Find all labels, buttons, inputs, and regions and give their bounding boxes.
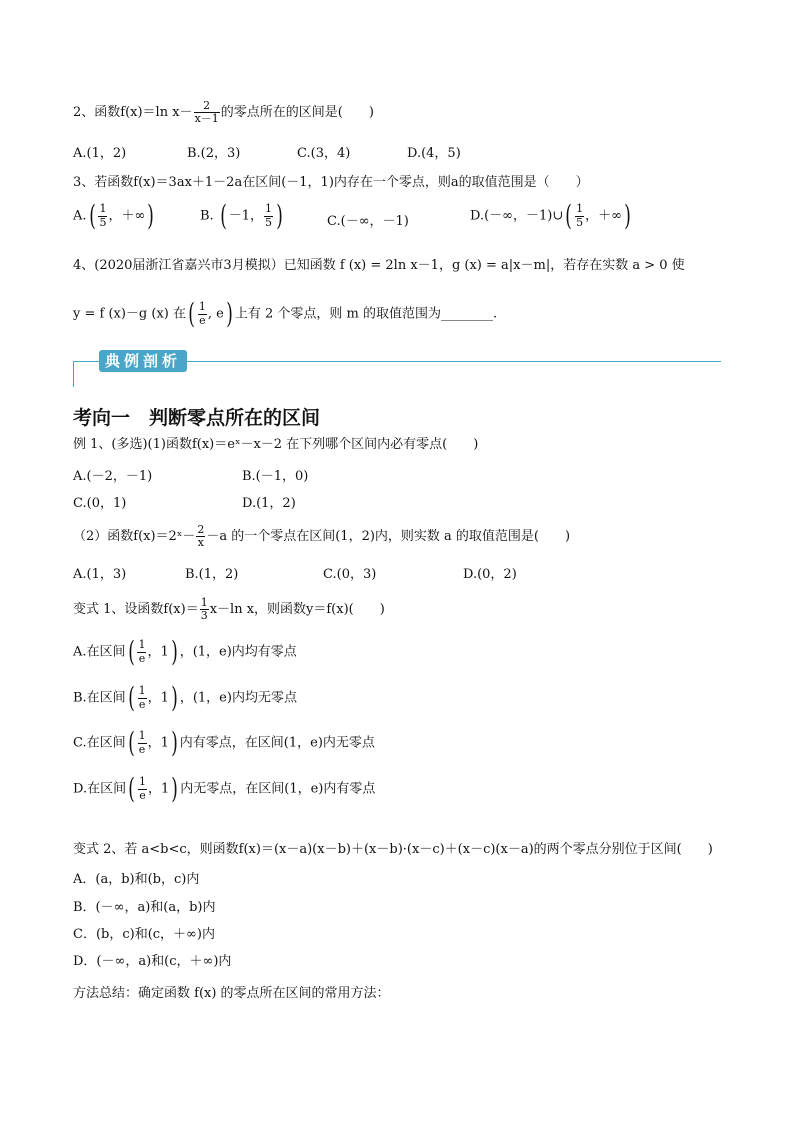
q2-option-b: B.(2，3) bbox=[187, 146, 241, 161]
var1-option-b: B.在区间( $\frac{1}{e}$ ，1) ，(1，e)内均无零点 bbox=[73, 681, 297, 714]
q4-line2: y = f (x)－g (x) 在( $\frac{1}{e}$ , e) 上有 2 个零点，则 m 的取值范围为________. bbox=[73, 297, 498, 330]
var2-stem: 变式 2、若 a<b<c，则函数f(x)＝(x－a)(x－b)＋(x－b)·(x－c)＋(x－c)(x－a)的两个零点分别位于区间( ) bbox=[73, 842, 713, 857]
ex1-2-option-b: B.(1，2) bbox=[185, 567, 239, 582]
ex1-2-option-c: C.(0，3) bbox=[323, 567, 377, 582]
q2-stem: 2、函数f(x)＝ln x－ $\frac{2}{x-1}$ 的零点所在的区间是( ) bbox=[73, 99, 374, 126]
q2-option-c: C.(3，4) bbox=[297, 146, 351, 161]
q3-option-a: A.( $\frac{1}{5}$ ，＋∞) bbox=[73, 199, 155, 232]
var2-option-a: A．(a，b)和(b，c)内 bbox=[73, 872, 200, 887]
q3-option-c: C.(－∞，－1) bbox=[327, 214, 409, 229]
ex1-2-option-d: D.(0，2) bbox=[463, 567, 517, 582]
ex1-option-c: C.(0，1) bbox=[73, 496, 127, 511]
method-summary: 方法总结：确定函数 f(x) 的零点所在区间的常用方法： bbox=[73, 986, 390, 1001]
section-title: 考向一 判断零点所在的区间 bbox=[73, 407, 321, 429]
q2-fraction: $\frac{2}{x-1}$ bbox=[194, 99, 219, 126]
ex1-option-d: D.(1，2) bbox=[242, 496, 296, 511]
var1-stem: 变式 1、设函数f(x)＝ $\frac{1}{3}$ x－ln x，则函数y＝f(x)( ) bbox=[73, 596, 385, 623]
var2-option-b: B．(－∞，a)和(a，b)内 bbox=[73, 900, 216, 915]
q2-option-d: D.(4，5) bbox=[407, 146, 461, 161]
ex1-2-option-a: A.(1，3) bbox=[73, 567, 127, 582]
ex1-option-a: A.(－2，－1) bbox=[73, 469, 153, 484]
banner-label: 典例剖析 bbox=[99, 350, 187, 372]
var2-option-d: D．(－∞，a)和(c，＋∞)内 bbox=[73, 954, 232, 969]
q2-option-a: A.(1，2) bbox=[73, 146, 127, 161]
var1-option-c: C.在区间( $\frac{1}{e}$ ，1) 内有零点，在区间(1，e)内无零点 bbox=[73, 726, 375, 759]
ex1-option-b: B.(－1，0) bbox=[242, 469, 309, 484]
var1-option-d: D.在区间( $\frac{1}{e}$ ，1) 内无零点，在区间(1，e)内有零点 bbox=[73, 772, 376, 805]
q3-stem: 3、若函数f(x)＝3ax＋1－2a在区间(－1，1)内存在一个零点，则a的取值范围是（ ） bbox=[73, 175, 589, 190]
section-banner bbox=[73, 350, 721, 388]
banner-rule-left bbox=[73, 361, 74, 387]
var2-option-c: C．(b，c)和(c，＋∞)内 bbox=[73, 927, 215, 942]
var1-option-a: A.在区间( $\frac{1}{e}$ ，1) ，(1，e)内均有零点 bbox=[73, 635, 297, 668]
q3-option-b: B. ( －1， $\frac{1}{5}$ ) bbox=[200, 199, 283, 232]
ex1-2-stem: （2）函数f(x)＝2ˣ－ $\frac{2}{x}$ －a 的一个零点在区间(1，2)内，则实数 a 的取值范围是( ) bbox=[73, 523, 571, 550]
ex1-stem: 例 1、(多选)(1)函数f(x)＝eˣ－x－2 在下列哪个区间内必有零点( ) bbox=[73, 437, 479, 452]
q4-line1: 4、(2020届浙江省嘉兴市3月模拟）已知函数 f (x) = 2ln x－1，g (x) = a|x－m|，若存在实数 a > 0 使 bbox=[73, 258, 685, 273]
q3-option-d: D.(－∞，－1)∪( $\frac{1}{5}$ ，＋∞) bbox=[470, 199, 631, 232]
